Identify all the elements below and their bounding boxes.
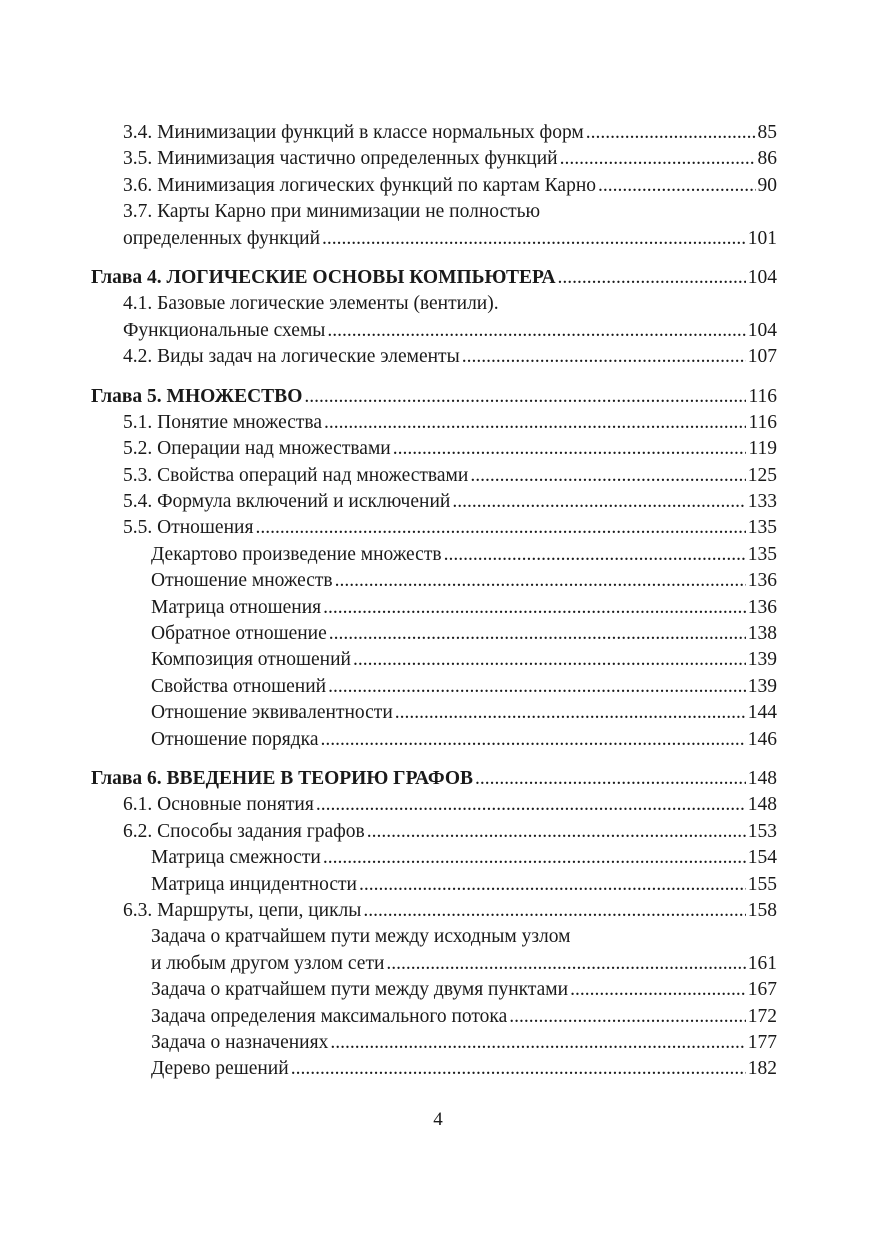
- toc-entry-page-number: 182: [747, 1058, 777, 1080]
- toc-section-entry[interactable]: [91, 226, 777, 252]
- toc-subsection-entry[interactable]: [91, 977, 777, 1003]
- dot-leader: [321, 727, 746, 753]
- dot-leader: [560, 146, 756, 172]
- toc-section-entry[interactable]: [91, 489, 777, 515]
- toc-section-entry[interactable]: [91, 318, 777, 344]
- toc-entry-page-number: 107: [747, 346, 777, 368]
- toc-entry-page-number: 148: [747, 767, 777, 789]
- toc-subsection-entry[interactable]: [91, 951, 777, 977]
- toc-section-entry[interactable]: [91, 436, 777, 462]
- toc-entry-page-number: 104: [747, 319, 777, 341]
- toc-entry-title: 5.5. Отношения: [123, 517, 254, 539]
- dot-leader: [323, 845, 746, 871]
- dot-leader: [444, 542, 746, 568]
- toc-entry-title: 5.2. Операции над множествами: [123, 438, 391, 460]
- toc-entry-title: Глава 4. ЛОГИЧЕСКИЕ ОСНОВЫ КОМПЬЮТЕРА: [91, 266, 556, 288]
- toc-entry-page-number: 104: [747, 266, 777, 288]
- dot-leader: [291, 1056, 746, 1082]
- dot-leader: [330, 1030, 745, 1056]
- dot-leader: [328, 674, 746, 700]
- toc-entry-page-number: 144: [747, 702, 777, 724]
- toc-entry-title: определенных функций: [123, 227, 321, 249]
- dot-leader: [335, 568, 746, 594]
- toc-entry-title: Задача о кратчайшем пути между исходным узлом: [151, 926, 571, 948]
- toc-subsection-entry[interactable]: [91, 621, 777, 647]
- toc-entry-title: Дерево решений: [151, 1058, 289, 1080]
- dot-leader: [304, 384, 746, 410]
- toc-entry-page-number: 153: [747, 820, 777, 842]
- toc-subsection-entry[interactable]: [91, 1030, 777, 1056]
- toc-entry-title: Декартово произведение множеств: [151, 543, 442, 565]
- toc-entry-title: Композиция отношений: [151, 649, 351, 671]
- toc-entry-title: Матрица смежности: [151, 847, 321, 869]
- toc-entry-title: 4.1. Базовые логические элементы (вентили).: [123, 293, 499, 315]
- toc-entry-title: 3.5. Минимизация частично определенных функций: [123, 148, 558, 170]
- toc-entry-page-number: 125: [747, 464, 777, 486]
- toc-section-entry[interactable]: [91, 515, 777, 541]
- toc-entry-page-number: 136: [747, 570, 777, 592]
- toc-entry-page-number: 133: [747, 491, 777, 513]
- toc-entry-page-number: 158: [747, 899, 777, 921]
- toc-entry-title: 5.4. Формула включений и исключений: [123, 491, 451, 513]
- toc-subsection-entry[interactable]: [91, 595, 777, 621]
- toc-entry-page-number: 155: [747, 873, 777, 895]
- toc-entry-title: и любым другом узлом сети: [151, 952, 385, 974]
- dot-leader: [353, 647, 746, 673]
- dot-leader: [475, 766, 746, 792]
- toc-entry-title: Матрица инцидентности: [151, 873, 357, 895]
- toc-entry-page-number: 148: [747, 794, 777, 816]
- dot-leader: [470, 463, 745, 489]
- dot-leader: [316, 792, 746, 818]
- toc-entry-title: Глава 5. МНОЖЕСТВО: [91, 385, 303, 407]
- toc-chapter-entry[interactable]: [91, 384, 777, 410]
- dot-leader: [363, 898, 745, 924]
- toc-entry-title: Отношение порядка: [151, 728, 319, 750]
- toc-entry-title: 5.3. Свойства операций над множествами: [123, 464, 469, 486]
- dot-leader: [359, 872, 746, 898]
- dot-leader: [322, 226, 746, 252]
- toc-entry-page-number: 172: [747, 1005, 777, 1027]
- toc-section-entry[interactable]: [91, 199, 777, 225]
- toc-entry-title: Задача определения максимального потока: [151, 1005, 508, 1027]
- toc-chapter-entry[interactable]: [91, 265, 777, 291]
- dot-leader: [586, 120, 756, 146]
- toc-entry-page-number: 101: [747, 227, 777, 249]
- dot-leader: [570, 977, 746, 1003]
- toc-subsection-entry[interactable]: [91, 1056, 777, 1082]
- toc-entry-page-number: 86: [757, 148, 777, 170]
- dot-leader: [367, 819, 746, 845]
- dot-leader: [598, 173, 755, 199]
- toc-section-entry[interactable]: [91, 463, 777, 489]
- toc-entry-title: 3.7. Карты Карно при минимизации не полностью: [123, 201, 541, 223]
- toc-chapter-entry[interactable]: [91, 766, 777, 792]
- toc-section-entry[interactable]: [91, 291, 777, 317]
- toc-entry-title: Задача о кратчайшем пути между двумя пунктами: [151, 979, 569, 1001]
- toc-entry-title: Задача о назначениях: [151, 1031, 329, 1053]
- toc-entry-page-number: 119: [748, 438, 777, 460]
- toc-entry-page-number: 136: [747, 596, 777, 618]
- toc-entry-page-number: 116: [748, 385, 777, 407]
- toc-subsection-entry[interactable]: [91, 1004, 777, 1030]
- dot-leader: [558, 265, 746, 291]
- toc-entry-title: 6.2. Способы задания графов: [123, 820, 365, 842]
- toc-subsection-entry[interactable]: [91, 542, 777, 568]
- toc-section-entry[interactable]: [91, 120, 777, 146]
- toc-entry-page-number: 85: [757, 122, 777, 143]
- dot-leader: [327, 318, 745, 344]
- toc-section-entry[interactable]: [91, 410, 777, 436]
- toc-entry-title: 5.1. Понятие множества: [123, 411, 323, 433]
- toc-entry-page-number: 139: [747, 675, 777, 697]
- toc-entry-title: Глава 6. ВВЕДЕНИЕ В ТЕОРИЮ ГРАФОВ: [91, 767, 474, 789]
- toc-subsection-entry[interactable]: [91, 924, 777, 950]
- toc-section-entry[interactable]: [91, 173, 777, 199]
- toc-entry-title: 6.1. Основные понятия: [123, 794, 314, 816]
- toc-entry-page-number: 167: [747, 979, 777, 1001]
- toc-entry-page-number: 154: [747, 847, 777, 869]
- toc-entry-title: Функциональные схемы: [123, 319, 326, 341]
- toc-entry-title: Матрица отношения: [151, 596, 322, 618]
- toc-entry-title: Обратное отношение: [151, 623, 327, 645]
- toc-section-entry[interactable]: [91, 344, 777, 370]
- toc-subsection-entry[interactable]: [91, 872, 777, 898]
- toc-subsection-entry[interactable]: [91, 845, 777, 871]
- toc-section-entry[interactable]: [91, 146, 777, 172]
- dot-leader: [324, 410, 746, 436]
- toc-subsection-entry[interactable]: [91, 700, 777, 726]
- toc-entry-title: 4.2. Виды задач на логические элементы: [123, 346, 460, 368]
- dot-leader: [323, 595, 746, 621]
- toc-subsection-entry[interactable]: [91, 568, 777, 594]
- toc-entry-title: Отношение множеств: [151, 570, 333, 592]
- dot-leader: [395, 700, 746, 726]
- toc-entry-page-number: 90: [757, 174, 777, 196]
- dot-leader: [462, 344, 746, 370]
- toc-entry-page-number: 135: [747, 543, 777, 565]
- toc-section-entry[interactable]: [91, 819, 777, 845]
- dot-leader: [329, 621, 746, 647]
- toc-subsection-entry[interactable]: [91, 674, 777, 700]
- toc-entry-page-number: 135: [747, 517, 777, 539]
- toc-entry-title: 3.4. Минимизации функций в классе нормальных форм: [123, 122, 584, 143]
- toc-section-entry[interactable]: [91, 898, 777, 924]
- toc-entry-page-number: 139: [747, 649, 777, 671]
- toc-entry-page-number: 177: [747, 1031, 777, 1053]
- dot-leader: [509, 1004, 745, 1030]
- toc-entry-page-number: 161: [747, 952, 777, 974]
- toc-entry-title: Свойства отношений: [151, 675, 327, 697]
- toc-entry-title: Отношение эквивалентности: [151, 702, 393, 724]
- toc-entry-page-number: 138: [747, 623, 777, 645]
- page-number: 4: [433, 1109, 443, 1130]
- dot-leader: [255, 515, 745, 541]
- toc-subsection-entry[interactable]: [91, 727, 777, 753]
- dot-leader: [452, 489, 745, 515]
- table-of-contents: [91, 120, 777, 1083]
- dot-leader: [393, 436, 747, 462]
- toc-section-entry[interactable]: [91, 792, 777, 818]
- toc-entry-page-number: 116: [748, 411, 777, 433]
- toc-entry-page-number: 146: [747, 728, 777, 750]
- toc-entry-title: 6.3. Маршруты, цепи, циклы: [123, 899, 362, 921]
- dot-leader: [386, 951, 745, 977]
- toc-entry-title: 3.6. Минимизация логических функций по картам Карно: [123, 174, 597, 196]
- toc-subsection-entry[interactable]: [91, 647, 777, 673]
